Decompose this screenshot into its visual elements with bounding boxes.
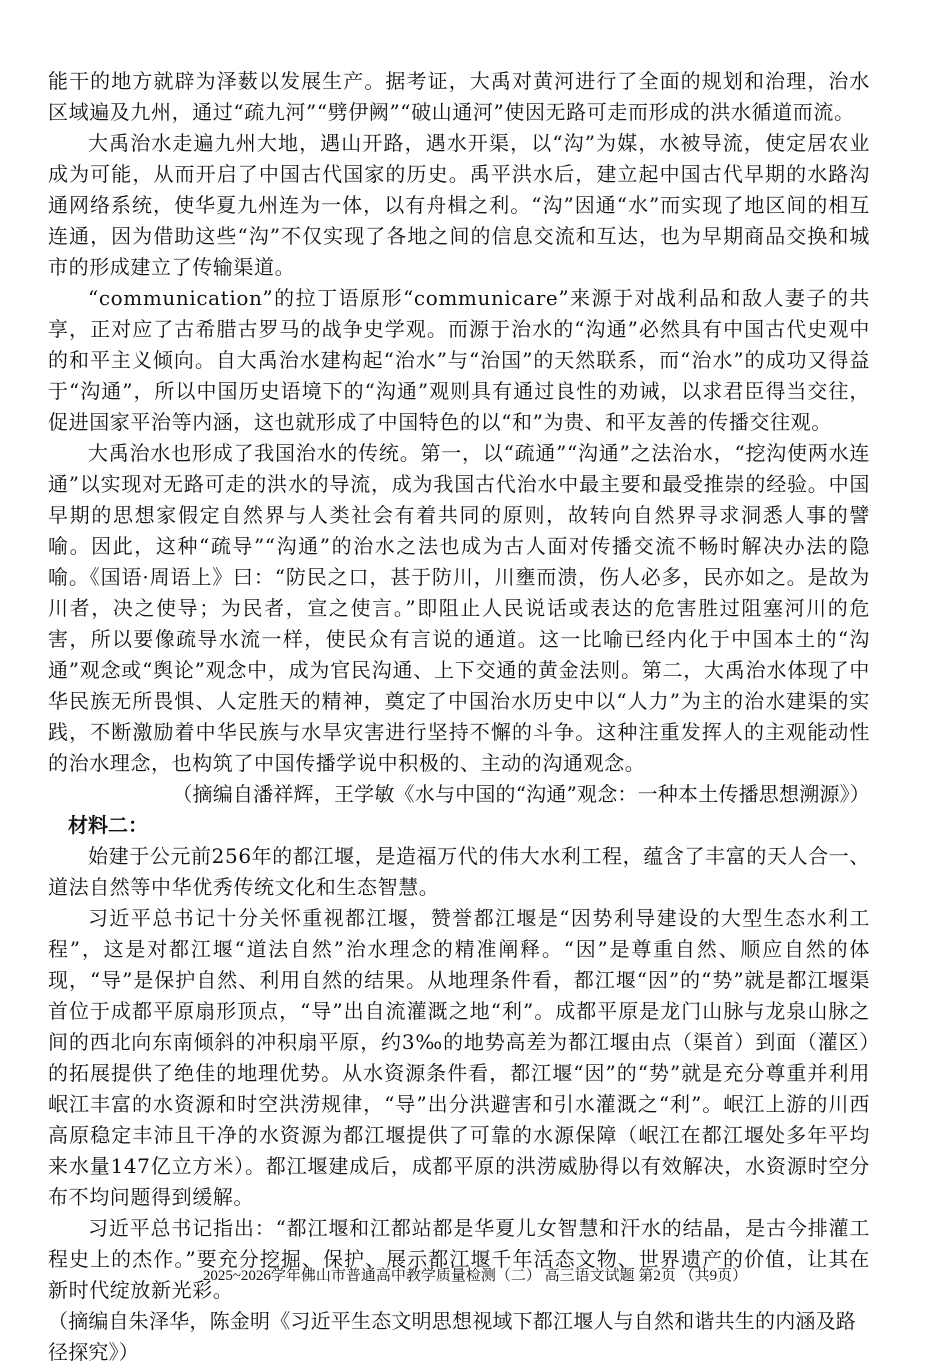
paragraph-continuation: 能干的地方就辟为泽薮以发展生产。据考证，大禹对黄河进行了全面的规划和治理，治水区域遍及九州，通过“疏九河”“劈伊阙”“破山通河”使因无路可走而形成的洪水循道而流。 (48, 69, 870, 124)
page-footer: 2025~2026学年佛山市普通高中教学质量检测（二） 高三语文试题 第2页 （共9页） (202, 1268, 748, 1284)
source-citation-material-two: （摘编自朱泽华，陈金明《习近平生态文明思想视域下都江堰人与自然和谐共生的内涵及路径探究》） (48, 1309, 856, 1364)
paragraph-dujiangyan-quote: 习近平总书记指出：“都江堰和江都站都是华夏儿女智慧和汗水的结晶，是古今排灌工程史上的杰作。”要充分挖掘、保护、展示都江堰千年活态文物、世界遗产的价值，让其在新时代绽放新光彩。 (48, 1216, 870, 1302)
paragraph-dujiangyan-analysis: 习近平总书记十分关怀重视都江堰，赞誉都江堰是“因势利导建设的大型生态水利工程”，这是对都江堰“道法自然”治水理念的精准阐释。“因”是尊重自然、顺应自然的体现，“导”是保护自然、利用自然的结果。从地理条件看，都江堰“因”的“势”就是都江堰渠首位于成都平原扇形顶点，“导”出自流灌溉之地“利”。成都平原是龙门山脉与龙泉山脉之间的西北向东南倾斜的冲积扇平原，约3‰的地势高差为都江堰由点（渠首）到面（灌区）的拓展提供了绝佳的地理优势。从水资源条件看，都江堰“因”的“势”就是充分尊重并利用岷江丰富的水资源和时空洪涝规律，“导”出分洪避害和引水灌溉之“利”。岷江上游的川西高原稳定丰沛且干净的水资源为都江堰提供了可靠的水源保障（岷江在都江堰处多年平均来水量147亿立方米）。都江堰建成后，成都平原的洪涝威胁得以有效解决，水资源时空分布不均问题得到缓解。 (48, 906, 870, 1209)
source-citation-material-one: （摘编自潘祥辉，王学敏《水与中国的“沟通”观念：一种本土传播思想溯源》） (172, 782, 870, 806)
paragraph-dayu-flood-control: 大禹治水走遍九州大地，遇山开路，遇水开渠，以“沟”为媒，水被导流，使定居农业成为可能，从而开启了中国古代国家的历史。禹平洪水后，建立起中国古代早期的水路沟通网络系统，使华夏九州连为一体，以有舟楫之利。“沟”因通“水”而实现了地区间的相互连通，因为借助这些“沟”不仅实现了各地之间的信息交流和互达，也为早期商品交换和城市的形成建立了传输渠道。 (48, 131, 870, 279)
paragraph-water-governance-tradition: 大禹治水也形成了我国治水的传统。第一，以“疏通”“沟通”之法治水，“挖沟使两水连通”以实现对无路可走的洪水的导流，成为我国古代治水中最主要和最受推崇的经验。中国早期的思想家假定自然界与人类社会有着共同的原则，故转向自然界寻求洞悉人事的譬喻。因此，这种“疏导”“沟通”的治水之法也成为古人面对传播交流不畅时解决办法的隐喻。《国语·周语上》曰：“防民之口，甚于防川，川壅而溃，伤人必多，民亦如之。是故为川者，决之使导；为民者，宣之使言。”即阻止人民说话或表达的危害胜过阻塞河川的危害，所以要像疏导水流一样，使民众有言说的通道。这一比喻已经内化于中国本土的“沟通”观念或“舆论”观念中，成为官民沟通、上下交通的黄金法则。第二，大禹治水体现了中华民族无所畏惧、人定胜天的精神，奠定了中国治水历史中以“人力”为主的治水建渠的实践，不断激励着中华民族与水旱灾害进行坚持不懈的斗争。这种注重发挥人的主观能动性的治水理念，也构筑了中国传播学说中积极的、主动的沟通观念。 (48, 441, 870, 775)
exam-page-body (48, 66, 870, 1368)
paragraph-dujiangyan-intro: 始建于公元前256年的都江堰，是造福万代的伟大水利工程，蕴含了丰富的天人合一、道法自然等中华优秀传统文化和生态智慧。 (48, 844, 870, 899)
section-heading-material-two: 材料二： (68, 813, 148, 837)
paragraph-communication-etymology: “communication”的拉丁语原形“communicare”来源于对战利品和敌人妻子的共享，正对应了古希腊古罗马的战争史学观。而源于治水的“沟通”必然具有中国古代史观中的和平主义倾向。自大禹治水建构起“治水”与“治国”的天然联系，而“治水”的成功又得益于“沟通”，所以中国历史语境下的“沟通”观则具有通过良性的劝诫，以求君臣得当交往，促进国家平治等内涵，这也就形成了中国特色的以“和”为贵、和平友善的传播交往观。 (48, 286, 870, 434)
